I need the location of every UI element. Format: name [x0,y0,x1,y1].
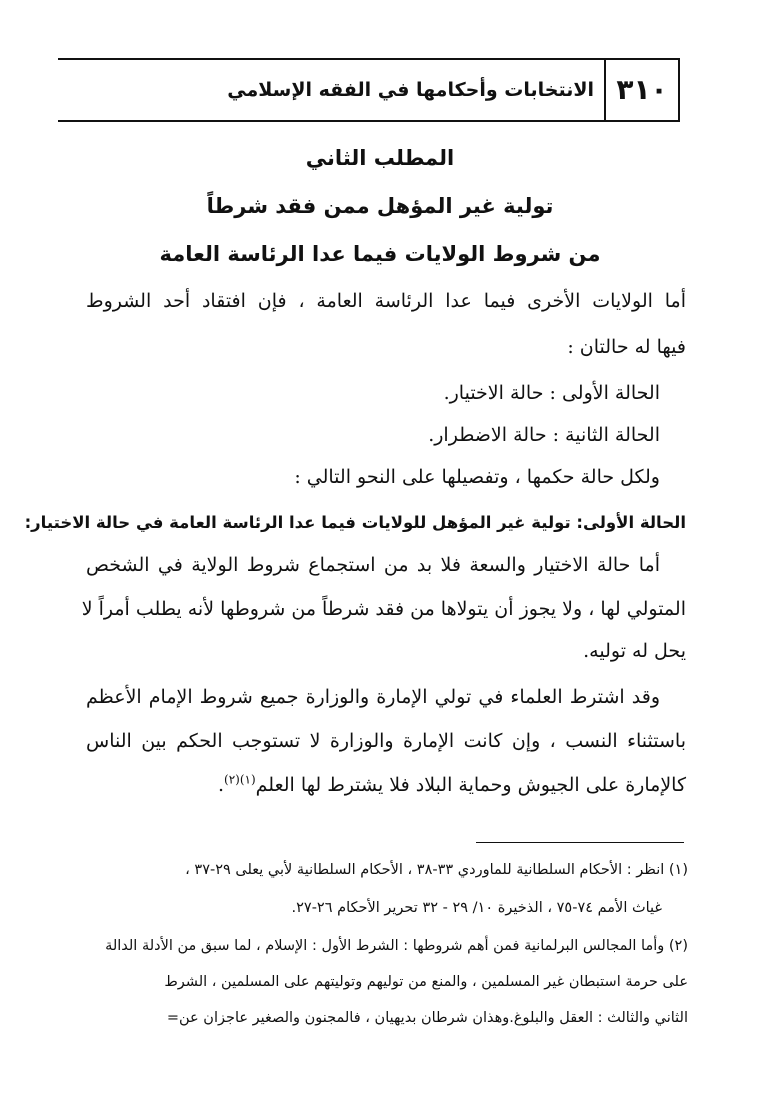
body-line: أما حالة الاختيار والسعة فلا بد من استجماع شروط الولاية في الشخص [86,554,660,576]
footnote-divider [476,842,684,843]
subsection-heading: الحالة الأولى: تولية غير المؤهل للولايات فيما عدا الرئاسة العامة في حالة الاختيار: [24,513,686,532]
body-line: ولكل حالة حكمها ، وتفصيلها على النحو التالي : [294,466,660,488]
body-text: كالإمارة على الجيوش وحماية البلاد فلا يشترط لها العلم [255,774,686,796]
header-top-rule [58,58,680,60]
body-line: باستثناء النسب ، وإن كانت الإمارة والوزارة لا تستوجب الحكم بين الناس [86,730,686,752]
header-bottom-rule [58,120,680,122]
body-line: وقد اشترط العلماء في تولي الإمارة والوزارة جميع شروط الإمام الأعظم [86,686,660,708]
footnote-line: (٢) وأما المجالس البرلمانية فمن أهم شروطها : الشرط الأول : الإسلام ، لما سبق من الأدلة الدالة [105,938,688,954]
section-heading: المطلب الثاني [305,146,455,170]
body-line: الحالة الأولى : حالة الاختيار. [443,382,660,404]
footnote-line: غياث الأمم ٧٤-٧٥ ، الذخيرة ١٠/ ٢٩ - ٣٢ تحرير الأحكام ٢٦-٢٧. [291,900,662,916]
body-line: الحالة الثانية : حالة الاضطرار. [428,424,660,446]
body-line: كالإمارة على الجيوش وحماية البلاد فلا يشترط لها العلم$^{(١)(٢)}$. [217,772,686,796]
footnote-line: الثاني والثالث : العقل والبلوغ.وهذان شرطان بديهيان ، فالمجنون والصغير عاجزان عن= [166,1010,688,1026]
body-line: المتولي لها ، ولا يجوز أن يتولاها من فقد شرطاً من شروطها لأنه يطلب أمراً لا [81,598,686,620]
body-line: يحل له توليه. [583,640,686,662]
body-line: أما الولايات الأخرى فيما عدا الرئاسة العامة ، فإن افتقاد أحد الشروط [86,290,686,312]
running-title: الانتخابات وأحكامها في الفقه الإسلامي [227,79,594,101]
title-heading: تولية غير المؤهل ممن فقد شرطاً [206,194,554,218]
footnote-line: على حرمة استبطان غير المسلمين ، والمنع من توليهم وتوليتهم على المسلمين ، الشرط [164,974,688,990]
footnote-line: (١) انظر : الأحكام السلطانية للماوردي ٣٣-٣٨ ، الأحكام السلطانية لأبي يعلى ٢٩-٣٧ ، [185,862,688,878]
subtitle-heading: من شروط الولايات فيما عدا الرئاسة العامة [159,242,601,266]
body-line: فيها له حالتان : [567,336,686,358]
page-number: ٣١٠ [604,58,680,120]
footnote-refs: (١)(٢) [224,772,256,787]
